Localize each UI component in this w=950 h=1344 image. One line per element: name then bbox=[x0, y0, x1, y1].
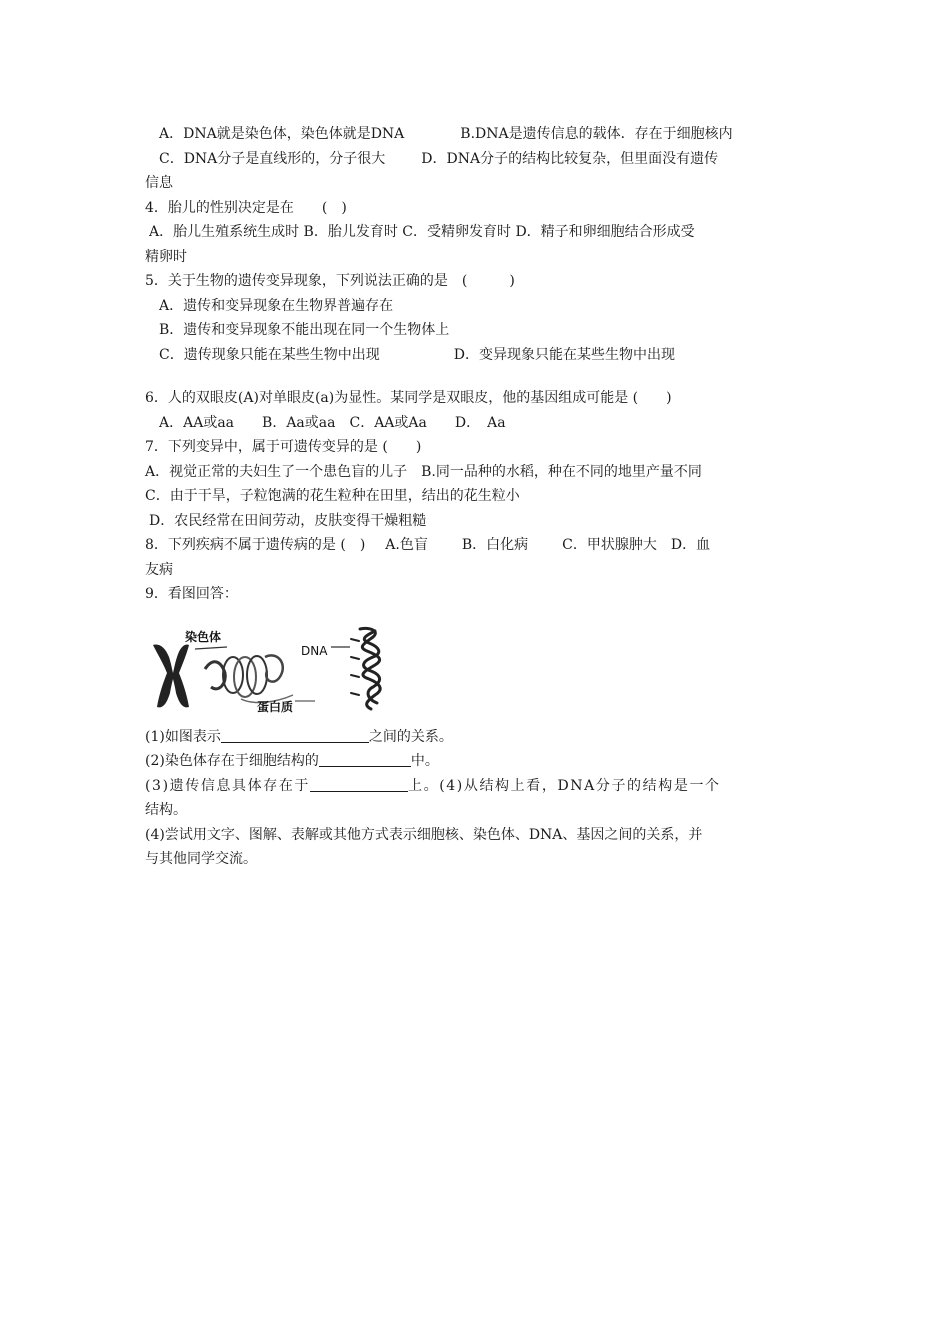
q4-options: A．胎儿生殖系统生成时 B．胎儿发育时 C．受精卵发育时 D．精子和卵细胞结合形成受 bbox=[149, 224, 695, 240]
protein-label: 蛋白质 bbox=[257, 699, 294, 714]
q5-row-cd bbox=[145, 343, 810, 368]
q7-stem: 7．下列变异中，属于可遗传变异的是 ( ) bbox=[145, 439, 422, 455]
dna-label: DNA bbox=[301, 643, 328, 658]
q4-stem: 4．胎儿的性别决定是在 ( ) bbox=[145, 199, 347, 216]
q7-option-b: B.同一品种的水稻，种在不同的地里产量不同 bbox=[421, 463, 702, 480]
chromosome-shape bbox=[153, 644, 189, 707]
q3-option-b: B.DNA是遗传信息的载体．存在于细胞核内 bbox=[460, 126, 733, 142]
q6-options bbox=[145, 411, 810, 436]
chromosome-label: 染色体 bbox=[185, 629, 222, 644]
q8-option-b: B．白化病 bbox=[461, 537, 529, 553]
q8-row bbox=[145, 533, 810, 558]
q6-option-d: D． Aa bbox=[454, 414, 506, 431]
q3-row-cd bbox=[145, 147, 810, 172]
q5-option-c: C．遗传现象只能在某些生物中出现 bbox=[159, 346, 380, 363]
q6-option-c: C．AA或Aa bbox=[349, 414, 427, 431]
q9-sub3-continued: 结构。 bbox=[145, 802, 187, 818]
q7-option-a: A．视觉正常的夫妇生了一个患色盲的儿子 bbox=[145, 463, 408, 480]
q9-sub3-prefix: (3)遗传信息具体存在于 bbox=[145, 777, 311, 794]
q8-option-d-continued: 友病 bbox=[145, 561, 173, 578]
q9-sub1-suffix: 之间的关系。 bbox=[368, 728, 453, 745]
q6-stem: 6．人的双眼皮(A)对单眼皮(a)为显性。某同学是双眼皮，他的基因组成可能是 ( ) bbox=[145, 390, 672, 406]
q8-stem: 8．下列疾病不属于遗传病的是 ( ) bbox=[145, 537, 366, 553]
q8-option-d: D．血 bbox=[670, 537, 711, 553]
q5-stem: 5．关于生物的遗传变异现象，下列说法正确的是 ( ) bbox=[145, 273, 515, 289]
q9-sub3-blank[interactable] bbox=[310, 775, 408, 792]
q9-sub1-blank[interactable] bbox=[221, 726, 369, 743]
q9-sub2-prefix: (2)染色体存在于细胞结构的 bbox=[145, 753, 319, 769]
q3-option-a: A．DNA就是染色体，染色体就是DNA bbox=[159, 126, 405, 142]
q9-sub2-blank[interactable] bbox=[319, 750, 411, 767]
q8-option-a: A.色盲 bbox=[385, 537, 428, 553]
q9-sub4-continued: 与其他同学交流。 bbox=[145, 851, 257, 867]
q9-sub2-suffix: 中。 bbox=[410, 753, 439, 769]
q9-sub1 bbox=[145, 725, 810, 750]
q9-sub3-suffix: 上。(4)从结构上看，DNA分子的结构是一个 bbox=[408, 777, 721, 794]
q9-stem: 9．看图回答： bbox=[145, 586, 238, 602]
q5-option-a: A．遗传和变异现象在生物界普遍存在 bbox=[159, 297, 394, 314]
q4-options-continued: 精卵时 bbox=[145, 248, 187, 265]
q6-option-b: B．Aa或aa bbox=[262, 414, 336, 431]
q5-option-b: B．遗传和变异现象不能出现在同一个生物体上 bbox=[159, 322, 450, 338]
q8-option-c: C．甲状腺肿大 bbox=[562, 537, 657, 553]
q9-sub2 bbox=[145, 749, 810, 774]
q9-sub4: (4)尝试用文字、图解、表解或其他方式表示细胞核、染色体、DNA、基因之间的关系，并 bbox=[145, 826, 703, 843]
q5-option-d: D．变异现象只能在某些生物中出现 bbox=[453, 346, 675, 363]
q3-option-d: D．DNA分子的结构比较复杂，但里面没有遗传 bbox=[421, 150, 719, 167]
q7-option-d: D．农民经常在田间劳动，皮肤变得干燥粗糙 bbox=[149, 512, 427, 529]
q3-row-ab bbox=[145, 122, 810, 147]
q6-option-a: A．AA或aa bbox=[159, 414, 235, 431]
worksheet-page bbox=[145, 122, 810, 872]
dna-helix bbox=[351, 628, 380, 709]
q9-sub1-prefix: (1)如图表示 bbox=[145, 728, 221, 745]
q7-option-c: C．由于干旱，子粒饱满的花生粒种在田里，结出的花生粒小 bbox=[145, 488, 520, 504]
q9-sub3 bbox=[145, 774, 810, 799]
q7-row-ab bbox=[145, 460, 810, 485]
chromosome-dna-diagram bbox=[145, 617, 395, 717]
q3-option-c: C．DNA分子是直线形的，分子很大 bbox=[159, 150, 386, 167]
q3-option-d-continued: 信息 bbox=[145, 175, 173, 191]
